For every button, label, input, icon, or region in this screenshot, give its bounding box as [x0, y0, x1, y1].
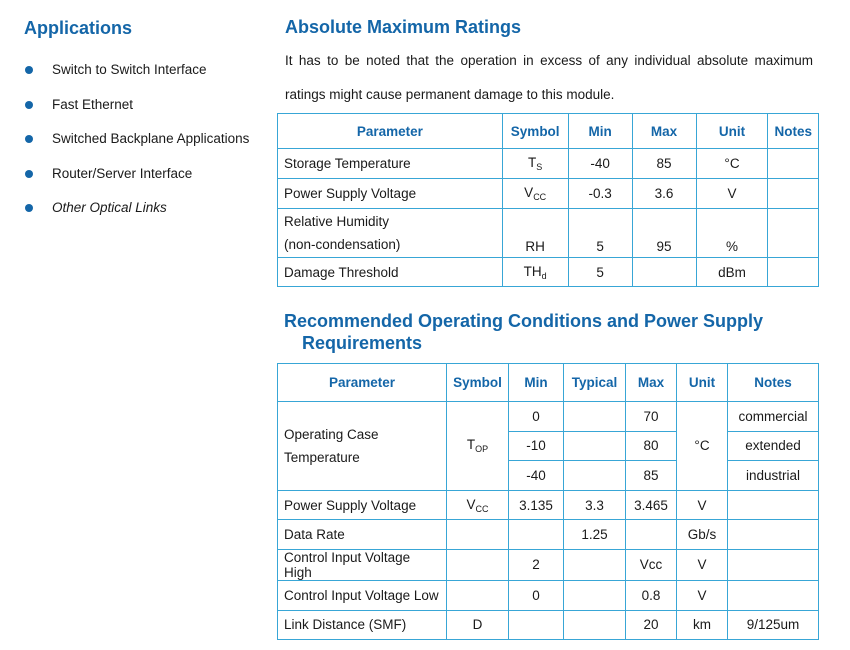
applications-list	[24, 62, 249, 235]
param-line-1: Relative Humidity	[284, 214, 390, 229]
table-header-row	[278, 364, 819, 402]
symbol-cell: D	[447, 610, 509, 640]
typical-cell	[564, 610, 626, 640]
list-item	[24, 131, 249, 166]
param-line-1: Operating Case	[284, 426, 379, 442]
min-cell: 3.135	[509, 490, 564, 520]
min-cell: 5	[568, 209, 632, 258]
bullet-icon	[25, 170, 33, 178]
list-item	[24, 200, 249, 235]
amr-table	[277, 113, 819, 287]
table-header-row	[278, 114, 819, 149]
min-cell: -10	[509, 431, 564, 461]
symbol-text: T	[528, 155, 537, 170]
symbol-cell	[447, 520, 509, 550]
max-cell: 95	[632, 209, 696, 258]
amr-heading: Absolute Maximum Ratings	[285, 17, 522, 37]
param-line-2: Temperature	[284, 449, 360, 465]
bullet-icon	[25, 135, 33, 143]
table-row	[278, 580, 819, 610]
table-row	[278, 520, 819, 550]
symbol-cell	[502, 179, 568, 209]
col-header: Unit	[677, 364, 728, 402]
max-cell: 85	[626, 461, 677, 491]
min-cell	[509, 610, 564, 640]
symbol-text: V	[524, 185, 534, 200]
roc-table	[277, 363, 819, 640]
list-item	[24, 166, 249, 201]
typical-cell	[564, 549, 626, 580]
table-row	[278, 610, 819, 640]
symbol-cell	[502, 258, 568, 287]
min-cell: -0.3	[568, 179, 632, 209]
list-item-label: Switched Backplane Applications	[52, 131, 250, 146]
max-cell	[632, 258, 696, 287]
notes-cell: extended	[728, 431, 819, 461]
param-cell: Power Supply Voltage	[278, 179, 503, 209]
max-cell: 80	[626, 431, 677, 461]
list-item	[24, 62, 249, 97]
unit-cell: V	[677, 580, 728, 610]
table-row	[278, 258, 819, 287]
min-cell: 5	[568, 258, 632, 287]
table-row	[278, 490, 819, 520]
roc-heading-line-2: Requirements	[302, 333, 423, 353]
symbol-cell	[502, 149, 568, 179]
notes-cell: 9/125um	[728, 610, 819, 640]
typical-cell	[564, 402, 626, 432]
col-header: Symbol	[447, 364, 509, 402]
col-header: Notes	[728, 364, 819, 402]
max-cell: 20	[626, 610, 677, 640]
min-cell: -40	[568, 149, 632, 179]
notes-cell	[728, 580, 819, 610]
param-cell	[278, 209, 503, 258]
unit-cell: °C	[677, 402, 728, 491]
unit-cell: V	[677, 490, 728, 520]
col-header: Unit	[696, 114, 768, 149]
unit-cell: km	[677, 610, 728, 640]
unit-cell: °C	[696, 149, 768, 179]
symbol-text: TH	[523, 263, 542, 279]
col-header: Max	[626, 364, 677, 402]
roc-heading-line-1: Recommended Operating Conditions and Power Supply	[284, 311, 764, 331]
symbol-subscript: d	[541, 270, 547, 281]
applications-heading: Applications	[24, 18, 133, 38]
unit-cell: V	[696, 179, 768, 209]
notes-cell	[768, 179, 819, 209]
symbol-cell: RH	[502, 209, 568, 258]
param-cell	[278, 402, 447, 491]
typical-cell	[564, 431, 626, 461]
col-header: Notes	[768, 114, 819, 149]
typical-cell: 3.3	[564, 490, 626, 520]
symbol-text: V	[466, 496, 476, 512]
param-cell: Damage Threshold	[278, 258, 503, 287]
table-row	[278, 549, 819, 580]
col-header: Min	[568, 114, 632, 149]
bullet-icon	[25, 66, 33, 74]
roc-heading	[284, 310, 763, 354]
max-cell: 0.8	[626, 580, 677, 610]
notes-cell: commercial	[728, 402, 819, 432]
amr-note-line-2: ratings might cause permanent damage to this module.	[285, 87, 615, 102]
notes-cell	[768, 149, 819, 179]
table-row	[278, 179, 819, 209]
param-cell: Storage Temperature	[278, 149, 503, 179]
col-header: Typical	[564, 364, 626, 402]
bullet-icon	[25, 204, 33, 212]
table-row	[278, 402, 819, 432]
max-cell: 70	[626, 402, 677, 432]
notes-cell	[728, 490, 819, 520]
min-cell: 0	[509, 580, 564, 610]
max-cell: 3.6	[632, 179, 696, 209]
symbol-subscript: OP	[475, 444, 489, 455]
symbol-cell	[447, 580, 509, 610]
max-cell: 3.465	[626, 490, 677, 520]
col-header: Parameter	[278, 364, 447, 402]
param-cell: Data Rate	[278, 520, 447, 550]
notes-cell	[768, 258, 819, 287]
max-cell: Vcc	[626, 549, 677, 580]
max-cell	[626, 520, 677, 550]
symbol-cell	[447, 549, 509, 580]
unit-cell: %	[696, 209, 768, 258]
list-item-label: Fast Ethernet	[52, 96, 134, 112]
table-row	[278, 209, 819, 258]
max-cell: 85	[632, 149, 696, 179]
unit-cell: Gb/s	[677, 520, 728, 550]
symbol-subscript: CC	[533, 192, 547, 202]
table-row	[278, 149, 819, 179]
notes-cell	[768, 209, 819, 258]
col-header: Symbol	[502, 114, 568, 149]
min-cell	[509, 520, 564, 550]
param-cell: Control Input Voltage Low	[278, 580, 447, 610]
min-cell: 0	[509, 402, 564, 432]
param-line-2: (non-condensation)	[284, 237, 401, 252]
notes-cell	[728, 520, 819, 550]
unit-cell: V	[677, 549, 728, 580]
unit-cell: dBm	[696, 258, 768, 287]
param-cell: Power Supply Voltage	[278, 490, 447, 520]
min-cell: -40	[509, 461, 564, 491]
list-item-label: Other Optical Links	[52, 200, 167, 215]
symbol-subscript: CC	[475, 503, 489, 514]
typical-cell: 1.25	[564, 520, 626, 550]
param-cell: Link Distance (SMF)	[278, 610, 447, 640]
typical-cell	[564, 580, 626, 610]
col-header: Max	[632, 114, 696, 149]
col-header: Min	[509, 364, 564, 402]
notes-cell	[728, 549, 819, 580]
bullet-icon	[25, 101, 33, 109]
list-item	[24, 97, 249, 132]
param-cell: Control Input Voltage High	[278, 549, 447, 580]
symbol-cell	[447, 402, 509, 491]
typical-cell	[564, 461, 626, 491]
symbol-text: T	[466, 437, 476, 453]
symbol-subscript: S	[536, 162, 543, 172]
amr-note-line-1: It has to be noted that the operation in excess of any individual absolute maximum	[285, 53, 813, 68]
col-header: Parameter	[278, 114, 503, 149]
notes-cell: industrial	[728, 461, 819, 491]
symbol-cell	[447, 490, 509, 520]
min-cell: 2	[509, 549, 564, 580]
list-item-label: Switch to Switch Interface	[52, 62, 207, 77]
list-item-label: Router/Server Interface	[52, 165, 193, 181]
